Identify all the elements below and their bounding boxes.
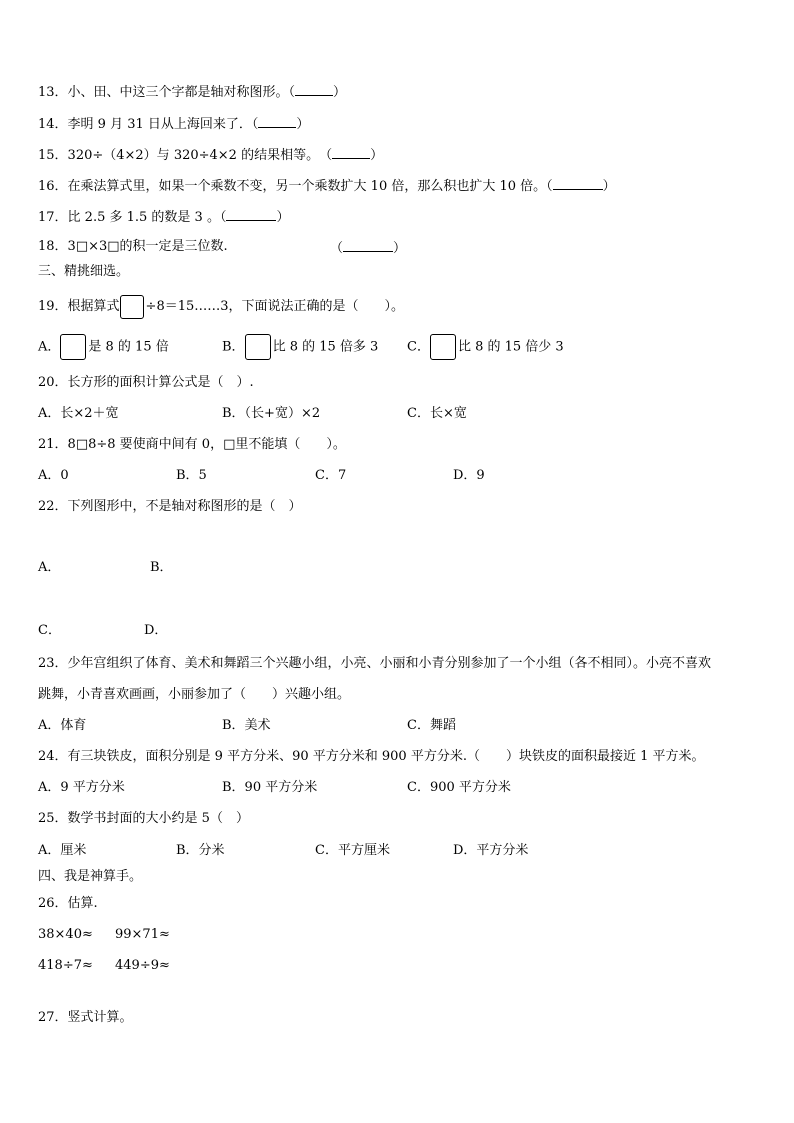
- blank-box: [430, 334, 456, 360]
- q21-option-c[interactable]: C．7: [315, 468, 347, 483]
- question-16: 16．在乘法算式里，如果一个乘数不变，另一个乘数扩大 10 倍，那么积也扩大 10 倍。（ ）: [38, 179, 616, 194]
- question-23-line-2: 跳舞，小青喜欢画画，小丽参加了（ ）兴趣小组。: [38, 687, 351, 702]
- q25-option-c[interactable]: C．平方厘米: [315, 843, 390, 858]
- q25-option-a[interactable]: A．厘米: [38, 843, 87, 858]
- blank-box: [245, 334, 271, 360]
- question-13: 13．小、田、中这三个字都是轴对称图形。（ ）: [38, 85, 347, 100]
- blank-box[interactable]: [120, 295, 144, 319]
- q21-option-b[interactable]: B．5: [176, 468, 207, 483]
- question-27: 27．竖式计算。: [38, 1010, 133, 1025]
- answer-blank[interactable]: [332, 146, 370, 159]
- question-17: 17．比 2.5 多 1.5 的数是 3 。（ ）: [38, 210, 290, 225]
- q21-option-d[interactable]: D．9: [453, 468, 485, 483]
- q23-option-c[interactable]: C．舞蹈: [407, 718, 456, 733]
- q23-option-a[interactable]: A．体育: [38, 718, 87, 733]
- answer-blank[interactable]: [343, 239, 393, 252]
- estimate-1: 38×40≈: [38, 927, 93, 942]
- question-15: 15．320÷（4×2）与 320÷4×2 的结果相等。 （ ）: [38, 148, 384, 163]
- q24-option-a[interactable]: A．9 平方分米: [38, 780, 125, 795]
- section-3-heading: 三、精挑细选。: [38, 264, 130, 279]
- estimate-2: 99×71≈: [115, 927, 170, 942]
- q22-option-d[interactable]: D．: [144, 623, 168, 638]
- q20-option-c[interactable]: C．长×宽: [407, 406, 467, 421]
- question-21: 21．8□8÷8 要使商中间有 0，□里不能填（ ）。: [38, 437, 346, 452]
- q23-option-b[interactable]: B．美术: [222, 718, 271, 733]
- q25-option-d[interactable]: D．平方分米: [453, 843, 529, 858]
- q19-option-b[interactable]: B． 比 8 的 15 倍多 3: [222, 334, 378, 361]
- question-20: 20．长方形的面积计算公式是（ ）.: [38, 375, 254, 390]
- question-18: 18．3□×3□的积一定是三位数.: [38, 239, 228, 254]
- q22-option-c[interactable]: C．: [38, 623, 61, 638]
- q22-option-a[interactable]: A．: [38, 560, 61, 575]
- blank-box: [60, 334, 86, 360]
- q19-option-a[interactable]: A． 是 8 的 15 倍: [38, 334, 169, 361]
- question-23-line-1: 23．少年宫组织了体育、美术和舞蹈三个兴趣小组，小亮、小丽和小青分别参加了一个小组（各不相同）。小亮不喜欢: [38, 656, 712, 671]
- answer-blank[interactable]: [258, 115, 296, 128]
- section-4-heading: 四、我是神算手。: [38, 869, 143, 884]
- question-18-answer: （ ）: [330, 241, 407, 256]
- q22-option-b[interactable]: B．: [150, 560, 173, 575]
- answer-blank[interactable]: [295, 83, 333, 96]
- answer-blank[interactable]: [553, 177, 603, 190]
- q19-option-c[interactable]: C． 比 8 的 15 倍少 3: [407, 334, 564, 361]
- q20-option-a[interactable]: A．长×2＋宽: [38, 406, 119, 421]
- answer-blank[interactable]: [226, 208, 276, 221]
- question-19: 19．根据算式 ÷8＝15……3，下面说法正确的是（ ）。: [38, 294, 404, 320]
- q24-option-c[interactable]: C．900 平方分米: [407, 780, 511, 795]
- question-25: 25．数学书封面的大小约是 5（ ）: [38, 811, 249, 826]
- q21-option-a[interactable]: A．0: [38, 468, 69, 483]
- question-26: 26．估算.: [38, 896, 98, 911]
- estimate-3: 418÷7≈: [38, 958, 93, 973]
- q24-option-b[interactable]: B．90 平方分米: [222, 780, 318, 795]
- q25-option-b[interactable]: B．分米: [176, 843, 225, 858]
- question-14: 14．李明 9 月 31 日从上海回来了．（ ）: [38, 117, 310, 132]
- estimate-4: 449÷9≈: [115, 958, 170, 973]
- question-24: 24．有三块铁皮，面积分别是 9 平方分米、90 平方分米和 900 平方分米.（ ）块铁皮的面积最接近 1 平方米。: [38, 749, 705, 764]
- q20-option-b[interactable]: B．（长+宽）×2: [222, 406, 321, 421]
- question-22: 22．下列图形中，不是轴对称图形的是（ ）: [38, 499, 302, 514]
